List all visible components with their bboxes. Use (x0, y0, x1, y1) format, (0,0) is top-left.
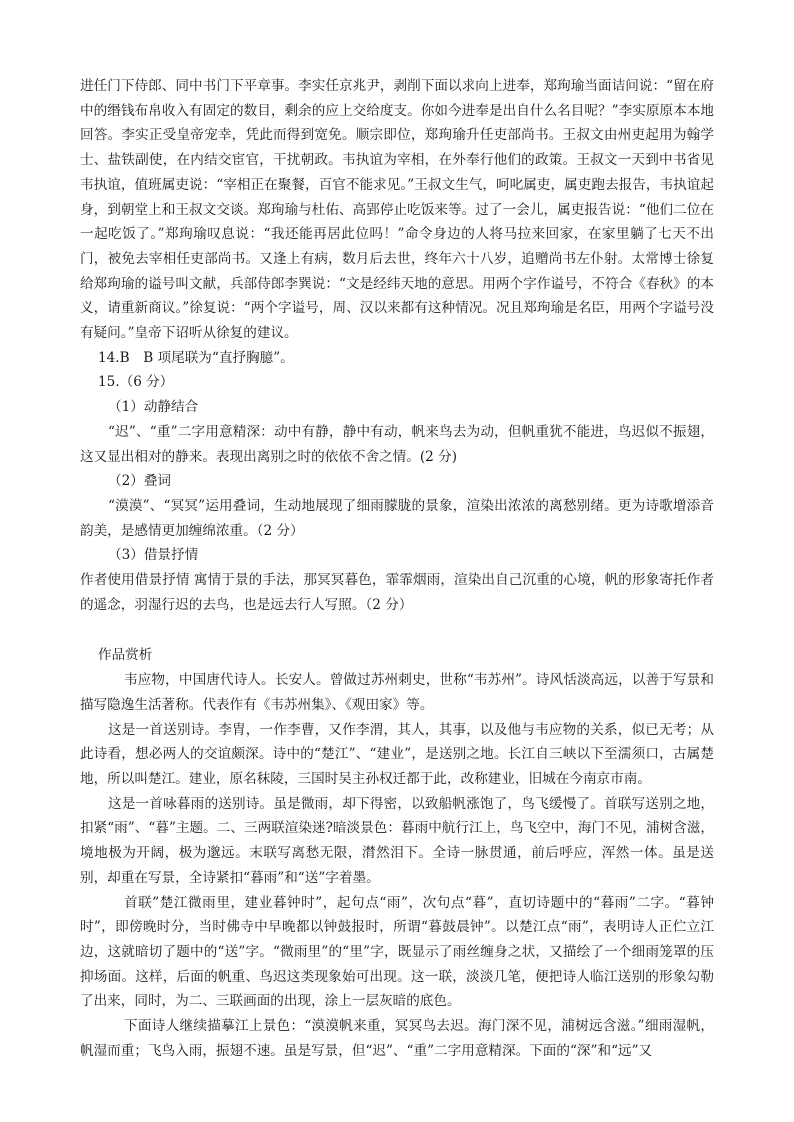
answer-14: 14.B B 项尾联为“直抒胸臆”。 (98, 349, 294, 366)
section-gap (80, 617, 714, 643)
paragraph-first-couplet: 首联”楚江微雨里，建业暮钟时”，起句点“雨”，次句点“暮”，直切诗题中的“暮雨”二字。“暮钟时”，即傍晚时分，当时佛寺中早晚都以钟鼓报时，所谓“暮鼓晨钟”。以楚江点“雨”，表明诗人正伫立江边，这就暗切了题中的“送”字。“微雨里”的“里”字，既显示了雨丝缠身之状，又描绘了一个细雨笼罩的压抑场面。这样，后面的帆重、鸟迟这类现象始可出现。这一联，淡淡几笔，便把诗人临江送别的形象勾勒了出来，同时，为二、三联画面的出现，涂上一层灰暗的底色。 (80, 894, 714, 1010)
paragraph-next-couplets: 下面诗人继续描摹江上景色：“漠漠帆来重，冥冥鸟去迟。海门深不见，浦树远含滋。”细雨湿帆，帆湿而重；飞鸟入雨，振翅不速。虽是写景，但“迟”、“重”二字用意精深。下面的“深”和“远”又 (80, 1018, 714, 1059)
point-1-title: （1）动静结合 (108, 399, 199, 416)
point-2-body: “漠漠”、“冥冥”运用叠词，生动地展现了细雨朦胧的景象，渲染出浓浓的离愁别绪。更为诗歌增添音韵美，是感情更加缠绵浓重。（2 分） (80, 497, 714, 539)
paragraph-farewell: 这是一首送别诗。李胄，一作李曹，又作李渭，其人，其事，以及他与韦应物的关系，似已无考；从此诗看，想必两人的交谊颇深。诗中的“楚江”、“建业”，是送别之地。长江自三峡以下至濡须口，古属楚地，所以叫楚江。建业，原名秣陵，三国时吴主孙权迁都于此，改称建业，旧城在今南京市南。 (80, 721, 714, 787)
point-1-body: “迟”、“重”二字用意精深：动中有静，静中有动，帆来鸟去为动，但帆重犹不能进，鸟迟似不振翅，这又显出相对的静来。表现出离别之时的依依不舍之情。(2 分) (80, 423, 714, 465)
paragraph-dusk-rain: 这是一首咏暮雨的送别诗。虽是微雨，却下得密，以致船帆涨饱了，鸟飞缓慢了。首联写送别之地，扣紧“雨”、“暮”主题。二、三两联渲染迷?暗淡景色：暮雨中航行江上，鸟飞空中，海门不见，浦树含滋，境地极为开阔，极为邈远。末联写离愁无限，潸然泪下。全诗一脉贯通，前后呼应，浑然一体。虽是送别，却重在写景，全诗紧扣“暮雨”和“送”字着墨。 (80, 795, 714, 886)
point-2-title: （2）叠词 (108, 473, 172, 490)
appreciation-title: 作品赏析 (98, 647, 153, 664)
translation-paragraph: 进任门下侍郎、同中书门下平章事。李实任京兆尹，剥削下面以求向上进奉，郑珣瑜当面诘问说：“留在府中的缗钱布帛收入有固定的数目，剩余的应上交给度支。你如今进奉是出自什么名目呢？”李实原原本本地回答。李实正受皇帝宠幸，凭此而得到宽免。顺宗即位，郑珣瑜升任吏部尚书。王叔文由州吏起用为翰学士、盐铁副使，在内结交宦官，干扰朝政。韦执谊为宰相，在外奉行他们的政策。王叔文一天到中书省见韦执谊，值班属吏说：“宰相正在聚餐，百官不能求见。”王叔文生气，呵叱属吏，属吏跑去报告，韦执谊起身，到朝堂上和王叔文交谈。郑珣瑜与杜佑、高郢停止吃饭来等。过了一会儿，属吏报告说：“他们二位在一起吃饭了。”郑珣瑜叹息说：“我还能再居此位吗！”命令身边的人将马拉来回家，在家里躺了七天不出门，被免去宰相任吏部尚书。又逢上有病，数月后去世，终年六十八岁，追赠尚书左仆射。太常博士徐复给郑珣瑜的谥号叫文献，兵部侍郎李巽说：“文是经纬天地的意思。用两个字作谥号，不符合《春秋》的本义，请重新商议。”徐复说：“两个字谥号，周、汉以来都有这种情况。况且郑珣瑜是名臣，用两个字谥号没有疑问。”皇帝下诏听从徐复的建议。 (80, 78, 714, 342)
point-3-title: （3）借景抒情 (108, 547, 199, 564)
paragraph-author: 韦应物，中国唐代诗人。长安人。曾做过苏州刺史，世称“韦苏州”。诗风恬淡高远，以善于写景和描写隐逸生活著称。代表作有《韦苏州集》、《观田家》等。 (80, 672, 714, 713)
point-3-body: 作者使用借景抒情 寓情于景的手法，那冥冥暮色，霏霏烟雨，渲染出自己沉重的心境，帆的形象寄托作者的遥念，羽湿行迟的去鸟，也是远去行人写照。（2 分） (80, 572, 714, 613)
answer-15-heading: 15.（6 分） (98, 374, 174, 391)
